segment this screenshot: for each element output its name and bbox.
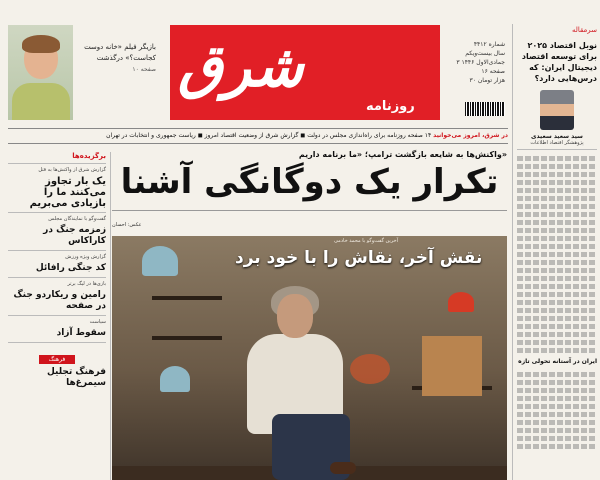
item-kicker: گزارش ویژه ورزش	[65, 254, 106, 260]
newspaper-subtitle: روزنامه	[366, 99, 415, 114]
body-text	[517, 156, 597, 353]
issue-info	[445, 40, 505, 85]
editorial-title: نوبل اقتصاد ۲۰۲۵ برای توسعه اقتصاد دیجیتال ایران: که درس‌هایی دارد؟	[521, 41, 597, 83]
strip-label: در شرق، امروز می‌خوانید	[433, 132, 508, 139]
barcode-icon	[465, 102, 505, 116]
inside-today-strip	[8, 128, 508, 144]
teaser-page: صفحه ۱۰	[132, 66, 156, 73]
editorial-section: سرمقاله	[571, 26, 597, 34]
item-kicker: گزارش شرق از واکنش‌ها به قتل	[38, 167, 106, 173]
issue-line: شماره ۴۴۱۲	[473, 41, 505, 48]
main-headline[interactable]: تکرار یک دوگانگی آشنا	[120, 162, 499, 202]
teaser-caption	[78, 42, 156, 75]
newspaper-logo: شرق	[178, 32, 304, 100]
divider	[112, 210, 507, 211]
highlights-section: برگزیده‌ها	[72, 152, 106, 160]
photo-headline[interactable]: نقش آخر، نقاش را با خود برد	[235, 248, 483, 268]
highlights-column	[8, 152, 111, 480]
main-kicker: واکنش‌ها به شایعه بازگشت ترامپ؛ «ما برنامه داریم»	[298, 150, 507, 159]
item-headline[interactable]: کد جنگی رافائل	[35, 263, 106, 273]
masthead	[170, 25, 440, 120]
strip-text: ۱۴ صفحه روزنامه برای راه‌اندازی مجلس در دولت ◼ گزارش شرق از وضعیت اقتصاد امروز ◼ ریاست جمهوری و انتخابات در تهران	[106, 132, 432, 139]
body-text	[517, 372, 597, 449]
author-portrait	[540, 90, 574, 130]
teaser-text: بازیگر فیلم «خانه دوست کجاست؟» درگذشت	[84, 43, 156, 62]
issue-line: ۱۶ صفحه	[481, 68, 505, 75]
item-kicker: سیاست	[89, 319, 106, 325]
photo-credit: عکس: احسان	[112, 222, 142, 228]
item-headline[interactable]: یک بار تجاوز می‌کنند ما را بازیادی می‌بریم	[29, 176, 106, 209]
culture-tag: فرهنگ	[39, 355, 76, 364]
issue-line: سال بیست‌ویکم	[465, 50, 505, 57]
main-photo	[112, 236, 507, 480]
item-headline[interactable]: سقوط آزاد	[56, 328, 106, 338]
item-kicker: بازی‌ها در لیگ برتر	[67, 281, 106, 287]
item-headline[interactable]: رامین و ریکاردو جنگ در صفحه	[13, 290, 106, 311]
author-role: پژوهشگر اقتصاد اطلاعات	[517, 140, 597, 150]
editorial-column	[512, 24, 597, 480]
item-headline[interactable]: زمزمه جنگ در کاراکاس	[43, 225, 106, 246]
editorial-subtitle: ایران در آستانه تحولی تازه	[518, 358, 597, 365]
issue-line: ۳ جمادی‌الاول ۱۴۴۶	[456, 59, 505, 66]
item-kicker: گفت‌وگو با نمایندگان مجلس	[48, 216, 106, 222]
item-headline[interactable]: فرهنگ تجلیل سیمرغ‌ها	[46, 367, 106, 388]
photo-kicker: آخرین گفت‌وگو با محمد خادمی	[333, 238, 398, 244]
author-name: سید سعید سعیدی	[531, 133, 583, 140]
issue-line: ۳۰ هزار تومان	[469, 77, 505, 84]
teaser-photo	[8, 25, 73, 120]
